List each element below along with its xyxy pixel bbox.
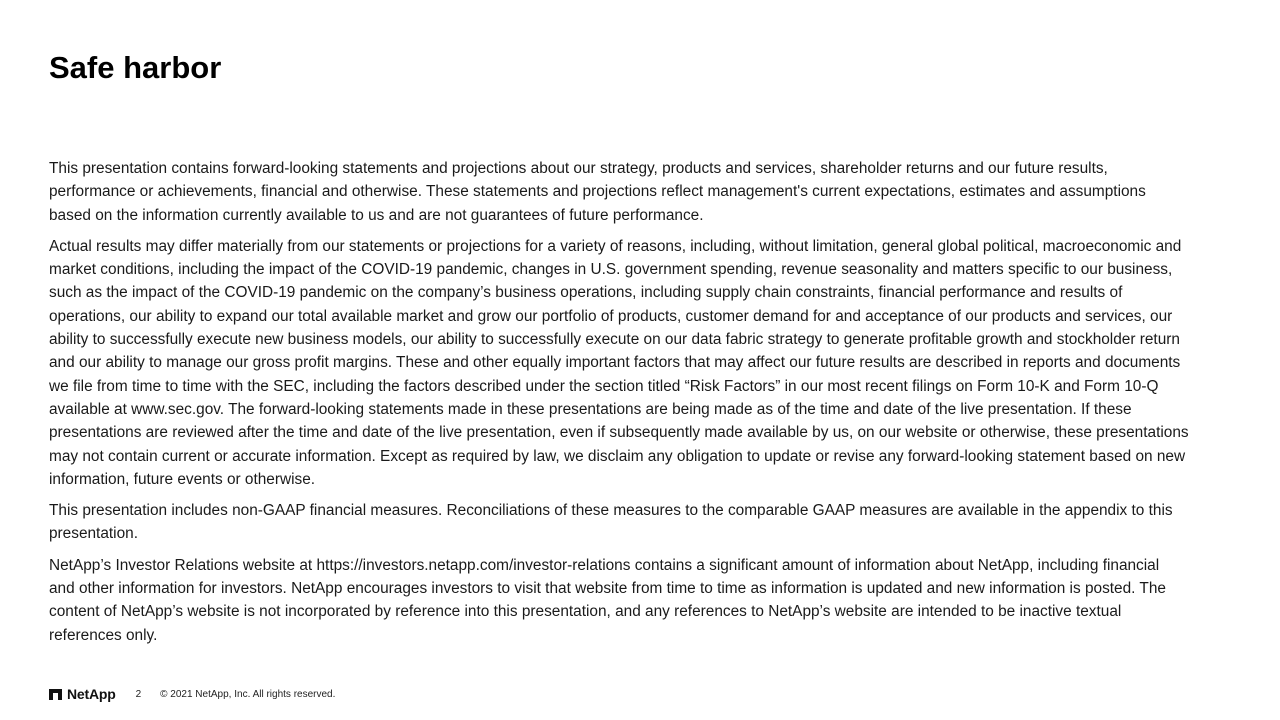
text-line: presentations are reviewed after the time and date of the live presentation, even if subsequently made available by us, on our website or otherwise, these presentations bbox=[49, 424, 1189, 442]
netapp-logo bbox=[49, 686, 116, 702]
text-line: market conditions, including the impact of the COVID-19 pandemic, changes in U.S. government spending, revenue seasonality and matters specific to our business, bbox=[49, 261, 1173, 279]
text-line: This presentation includes non-GAAP financial measures. Reconciliations of these measures to the comparable GAAP measures are available in the appendix to this bbox=[49, 502, 1173, 520]
logo-text: NetApp bbox=[67, 686, 116, 702]
text-line: and our ability to manage our gross profit margins. These and other equally important factors that may affect our future results are described in reports and documents bbox=[49, 354, 1181, 372]
text-line: references only. bbox=[49, 626, 158, 644]
slide-title: Safe harbor bbox=[49, 50, 222, 85]
netapp-logo-icon bbox=[49, 689, 62, 700]
paragraph-non-gaap bbox=[49, 499, 1244, 546]
slide-body bbox=[49, 157, 1244, 655]
text-line: performance or achievements, financial and otherwise. These statements and projections reflect management's current expectations, estimates and assumptions bbox=[49, 183, 1146, 201]
paragraph-forward-looking bbox=[49, 157, 1244, 227]
text-line: NetApp’s Investor Relations website at https://investors.netapp.com/investor-relations contains a significant amount of information about NetApp, including financial bbox=[49, 556, 1160, 574]
page-number: 2 bbox=[135, 688, 142, 700]
text-line: content of NetApp’s website is not incorporated by reference into this presentation, and any references to NetApp’s website are intended to be inactive textual bbox=[49, 603, 1122, 621]
text-line: we file from time to time with the SEC, including the factors described under the section titled “Risk Factors” in our most recent filings on Form 10-K and Form 10-Q bbox=[49, 377, 1159, 395]
text-line: may not contain current or accurate information. Except as required by law, we disclaim any obligation to update or revise any forward-looking statement based on new bbox=[49, 447, 1186, 465]
text-line: and other information for investors. NetApp encourages investors to visit that website from time to time as information is updated and new information is posted. The bbox=[49, 580, 1166, 598]
text-line: available at www.sec.gov. The forward-looking statements made in these presentations are being made as of the time and date of the live presentation. If these bbox=[49, 400, 1132, 418]
text-line: such as the impact of the COVID-19 pandemic on the company’s business operations, including supply chain constraints, financial performance and results of bbox=[49, 284, 1123, 302]
text-line: ability to successfully execute new business models, our ability to successfully execute on our data fabric strategy to generate profitable growth and stockholder return bbox=[49, 331, 1180, 349]
text-line: presentation. bbox=[49, 525, 138, 543]
paragraph-risk-factors bbox=[49, 235, 1244, 491]
text-line: information, future events or otherwise. bbox=[49, 470, 316, 488]
text-line: operations, our ability to expand our total available market and grow our portfolio of products, customer demand for and acceptance of our products and services, our bbox=[49, 307, 1173, 325]
copyright-notice: © 2021 NetApp, Inc. All rights reserved. bbox=[160, 688, 336, 700]
text-line: This presentation contains forward-looking statements and projections about our strategy, products and services, shareholder returns and our future results, bbox=[49, 160, 1108, 177]
slide-footer bbox=[49, 686, 335, 702]
text-line: based on the information currently available to us and are not guarantees of future performance. bbox=[49, 206, 704, 224]
text-line: Actual results may differ materially from our statements or projections for a variety of reasons, including, without limitation, general global political, macroeconomic and bbox=[49, 237, 1182, 255]
paragraph-investor-relations bbox=[49, 554, 1244, 647]
